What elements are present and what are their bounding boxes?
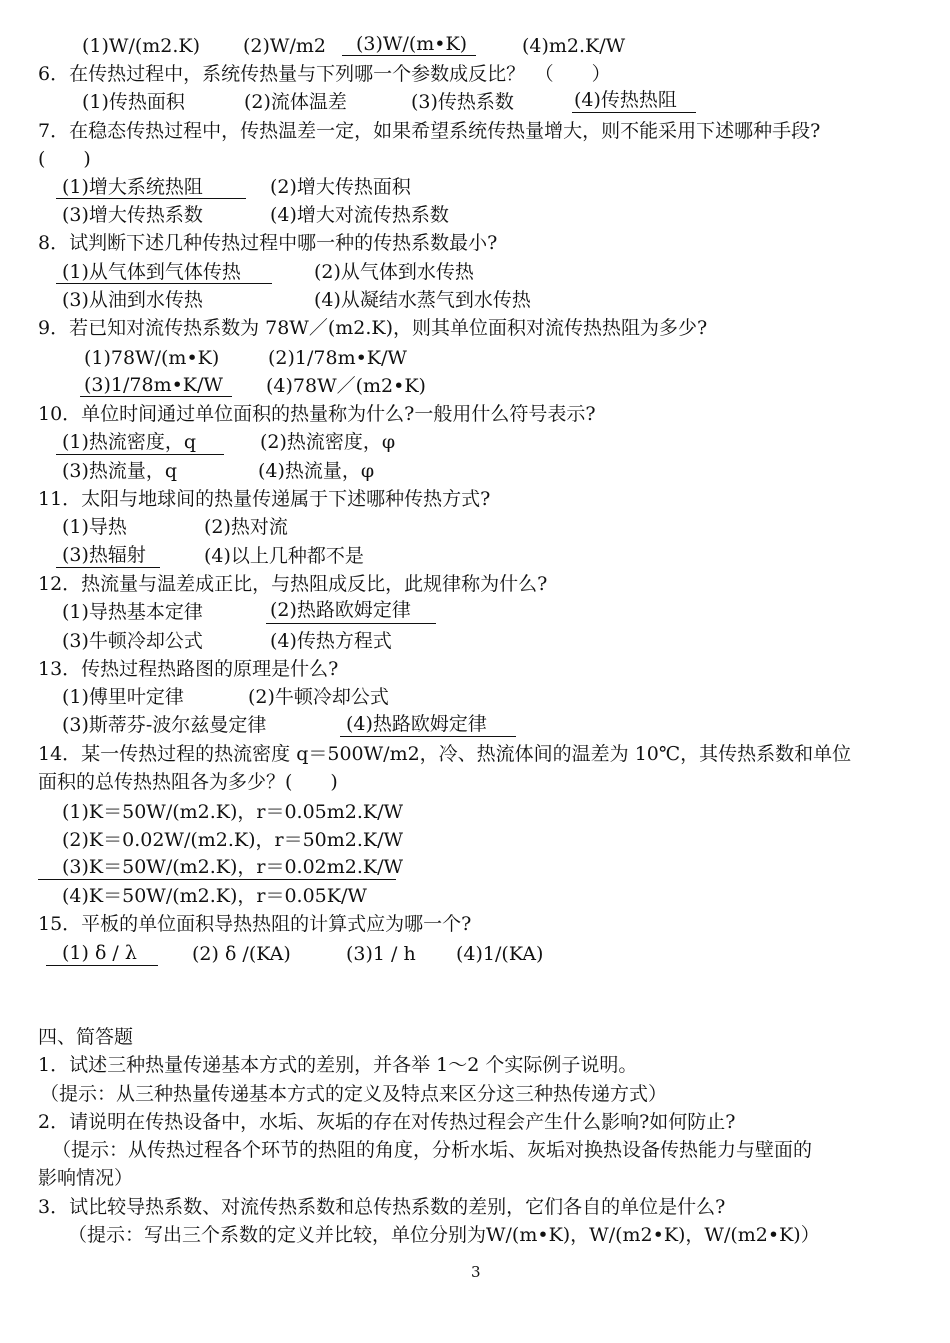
q8-option-2: (2)从气体到水传热 xyxy=(314,261,474,283)
q12-option-2: (2)热路欧姆定律 xyxy=(270,599,411,621)
question-8: 8．试判断下述几种传热过程中哪一种的传热系数最小? xyxy=(38,232,498,254)
question-15: 15．平板的单位面积导热热阻的计算式应为哪一个? xyxy=(38,913,472,935)
q9-option-3: (3)1/78m•K/W xyxy=(84,374,223,396)
question-14: 14．某一传热过程的热流密度 q＝500W/m2，冷、热流体间的温差为 10℃，其传热系数和单位 xyxy=(38,743,852,765)
question-14-cont: 面积的总传热热阻各为多少？( ) xyxy=(38,771,338,793)
page-number: 3 xyxy=(471,1263,481,1281)
section-title: 四、简答题 xyxy=(38,1026,134,1048)
question-6: 6．在传热过程中，系统传热量与下列哪一个参数成反比？ （ ） xyxy=(38,63,611,85)
answer-underline xyxy=(46,965,158,966)
q10-option-4: (4)热流量，φ xyxy=(258,460,375,482)
q10-option-3: (3)热流量，q xyxy=(62,460,178,482)
q13-option-4: (4)热路欧姆定律 xyxy=(346,713,487,735)
short-answer-1-hint: （提示：从三种热量传递基本方式的定义及特点来区分这三种热传递方式） xyxy=(40,1083,668,1105)
q11-option-1: (1)导热 xyxy=(62,516,127,538)
q8-option-1: (1)从气体到气体传热 xyxy=(62,261,241,283)
answer-underline xyxy=(342,55,476,56)
q6-option-2: (2)流体温差 xyxy=(244,91,347,113)
q11-option-3: (3)热辐射 xyxy=(62,544,146,566)
q10-option-2: (2)热流密度，φ xyxy=(260,431,396,453)
q11-option-2: (2)热对流 xyxy=(204,516,288,538)
q15-option-1: (1) δ / λ xyxy=(62,942,137,964)
q14-option-1: (1)K＝50W/(m2.K)，r＝0.05m2.K/W xyxy=(62,801,404,823)
q14-option-2: (2)K＝0.02W/(m2.K)，r＝50m2.K/W xyxy=(62,829,404,851)
q15-option-3: (3)1 / h xyxy=(346,943,416,965)
q12-option-1: (1)导热基本定律 xyxy=(62,601,203,623)
answer-underline xyxy=(56,567,160,568)
q12-option-4: (4)传热方程式 xyxy=(270,630,392,652)
q7-option-1: (1)增大系统热阻 xyxy=(62,176,203,198)
q11-option-4: (4)以上几种都不是 xyxy=(204,545,364,567)
answer-underline xyxy=(56,198,246,199)
q9-option-2: (2)1/78m•K/W xyxy=(268,347,407,369)
short-answer-3-hint: （提示：写出三个系数的定义并比较，单位分别为W/(m•K)，W/(m2•K)，W/(m2•K)） xyxy=(68,1224,820,1246)
q15-option-4: (4)1/(KA) xyxy=(456,943,544,965)
q6-option-3: (3)传热系数 xyxy=(411,91,514,113)
answer-underline xyxy=(38,879,396,880)
short-answer-2-hint: （提示：从传热过程各个环节的热阻的角度，分析水垢、灰垢对换热设备传热能力与壁面的 xyxy=(52,1139,813,1161)
question-13: 13．传热过程热路图的原理是什么? xyxy=(38,658,339,680)
q5-option-2: (2)W/m2 xyxy=(243,35,326,57)
q13-option-1: (1)傅里叶定律 xyxy=(62,686,184,708)
short-answer-2: 2．请说明在传热设备中，水垢、灰垢的存在对传热过程会产生什么影响?如何防止? xyxy=(38,1111,736,1133)
answer-underline xyxy=(266,623,436,624)
question-12: 12．热流量与温差成正比，与热阻成反比，此规律称为什么? xyxy=(38,573,548,595)
q6-option-4: (4)传热热阻 xyxy=(574,89,677,111)
q10-option-1: (1)热流密度，q xyxy=(62,431,197,453)
q14-option-3: (3)K＝50W/(m2.K)，r＝0.02m2.K/W xyxy=(62,856,404,878)
question-10: 10．单位时间通过单位面积的热量称为什么?一般用什么符号表示? xyxy=(38,403,596,425)
short-answer-2-hint-cont: 影响情况） xyxy=(38,1167,134,1189)
q15-option-2: (2) δ /(KA) xyxy=(192,943,291,965)
q7-option-3: (3)增大传热系数 xyxy=(62,204,203,226)
question-9: 9．若已知对流传热系数为 78W／(m2.K)，则其单位面积对流传热热阻为多少? xyxy=(38,317,708,339)
q6-option-1: (1)传热面积 xyxy=(82,91,185,113)
q12-option-3: (3)牛顿冷却公式 xyxy=(62,630,203,652)
question-7-blank: ( ) xyxy=(38,148,91,170)
q14-option-4: (4)K＝50W/(m2.K)，r＝0.05K/W xyxy=(62,885,367,907)
question-11: 11．太阳与地球间的热量传递属于下述哪种传热方式? xyxy=(38,488,491,510)
q5-option-4: (4)m2.K/W xyxy=(522,35,626,57)
answer-underline xyxy=(572,112,696,113)
q7-option-4: (4)增大对流传热系数 xyxy=(270,204,449,226)
short-answer-3: 3．试比较导热系数、对流传热系数和总传热系数的差别，它们各自的单位是什么? xyxy=(38,1196,726,1218)
q5-option-3: (3)W/(m•K) xyxy=(356,33,468,55)
q13-option-2: (2)牛顿冷却公式 xyxy=(248,686,389,708)
answer-underline xyxy=(80,396,232,397)
answer-underline xyxy=(56,454,224,455)
answer-underline xyxy=(340,736,516,737)
short-answer-1: 1．试述三种热量传递基本方式的差别，并各举 1～2 个实际例子说明。 xyxy=(38,1054,638,1076)
question-7: 7．在稳态传热过程中，传热温差一定，如果希望系统传热量增大，则不能采用下述哪种手段? xyxy=(38,120,821,142)
q9-option-4: (4)78W／(m2•K) xyxy=(266,375,426,397)
q9-option-1: (1)78W/(m•K) xyxy=(84,347,220,369)
q7-option-2: (2)增大传热面积 xyxy=(270,176,411,198)
answer-underline xyxy=(56,283,272,284)
q8-option-3: (3)从油到水传热 xyxy=(62,289,203,311)
q8-option-4: (4)从凝结水蒸气到水传热 xyxy=(314,289,531,311)
q5-option-1: (1)W/(m2.K) xyxy=(82,35,201,57)
q13-option-3: (3)斯蒂芬-波尔兹曼定律 xyxy=(62,714,267,736)
